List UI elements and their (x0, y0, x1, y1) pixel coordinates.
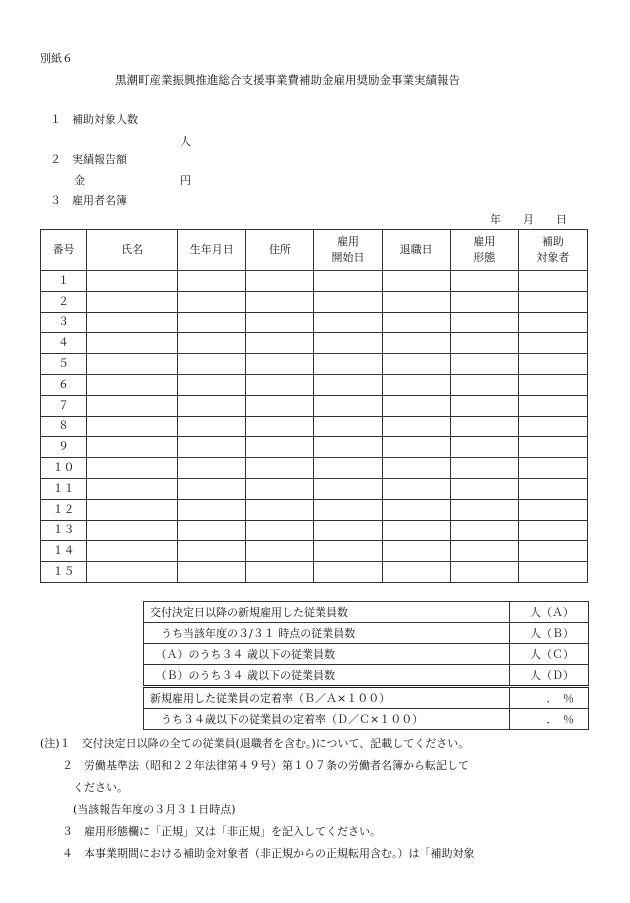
table-row (41, 520, 588, 541)
cell-subsidy-target[interactable] (518, 271, 587, 292)
table-row (41, 499, 588, 520)
header-address: 住所 (246, 230, 314, 271)
header-birthdate: 生年月日 (178, 230, 246, 271)
summary-label: （Ｂ）のうち３４ 歳以下の従業員数 (144, 665, 510, 687)
cell-hire-start[interactable] (314, 478, 382, 499)
cell-birthdate[interactable] (178, 333, 246, 354)
cell-hire-start[interactable] (314, 416, 382, 437)
summary-value: 人（Ｃ） (510, 644, 589, 665)
cell-employment-type[interactable] (450, 437, 518, 458)
cell-subsidy-target[interactable] (518, 520, 587, 541)
cell-retire-date[interactable] (382, 458, 450, 479)
cell-employment-type[interactable] (450, 395, 518, 416)
cell-number: １０ (41, 458, 87, 479)
table-row (41, 333, 588, 354)
cell-number: １４ (41, 541, 87, 562)
cell-retire-date[interactable] (382, 291, 450, 312)
cell-subsidy-target[interactable] (518, 291, 587, 312)
cell-retire-date[interactable] (382, 499, 450, 520)
cell-retire-date[interactable] (382, 374, 450, 395)
cell-birthdate[interactable] (178, 374, 246, 395)
section-2-unit: 円 (180, 174, 191, 187)
section-2-label: ２ 実績報告額 (50, 153, 127, 166)
table-row (41, 458, 588, 479)
table-row (41, 291, 588, 312)
summary-row (144, 644, 589, 665)
cell-number: １１ (41, 478, 87, 499)
cell-employment-type[interactable] (450, 499, 518, 520)
cell-address[interactable] (246, 271, 314, 292)
table-row (41, 354, 588, 375)
cell-subsidy-target[interactable] (518, 333, 587, 354)
section-2-prefix: 金 (74, 174, 85, 187)
cell-number: １５ (41, 562, 87, 583)
cell-subsidy-target[interactable] (518, 458, 587, 479)
cell-retire-date[interactable] (382, 395, 450, 416)
cell-employment-type[interactable] (450, 271, 518, 292)
cell-hire-start[interactable] (314, 395, 382, 416)
section-1-label: １ 補助対象人数 (50, 113, 138, 126)
cell-address[interactable] (246, 374, 314, 395)
cell-employment-type[interactable] (450, 520, 518, 541)
cell-birthdate[interactable] (178, 271, 246, 292)
cell-birthdate[interactable] (178, 562, 246, 583)
cell-retire-date[interactable] (382, 478, 450, 499)
summary-value: 人（Ｂ） (510, 623, 589, 644)
cell-birthdate[interactable] (178, 291, 246, 312)
cell-number: ９ (41, 437, 87, 458)
summary-row (144, 602, 589, 623)
cell-hire-start[interactable] (314, 312, 382, 333)
cell-address[interactable] (246, 499, 314, 520)
cell-name[interactable] (87, 374, 178, 395)
cell-employment-type[interactable] (450, 333, 518, 354)
cell-address[interactable] (246, 291, 314, 312)
notes-section (40, 733, 600, 865)
note-line: ３ 雇用形態欄に「正規」又は「非正規」を記入してください。 (40, 825, 381, 838)
cell-birthdate[interactable] (178, 416, 246, 437)
cell-subsidy-target[interactable] (518, 354, 587, 375)
summary-label: 新規雇用した従業員の定着率（Ｂ／Ａ×１００） (144, 687, 510, 709)
cell-birthdate[interactable] (178, 541, 246, 562)
note-line: ４ 本事業期間における補助金対象者（非正規からの正規転用含む。）は「補助対象 (40, 847, 475, 860)
cell-subsidy-target[interactable] (518, 395, 587, 416)
summary-row (144, 709, 589, 730)
cell-name[interactable] (87, 499, 178, 520)
cell-number: ８ (41, 416, 87, 437)
cell-name[interactable] (87, 437, 178, 458)
cell-number: ６ (41, 374, 87, 395)
cell-birthdate[interactable] (178, 312, 246, 333)
cell-employment-type[interactable] (450, 541, 518, 562)
cell-employment-type[interactable] (450, 562, 518, 583)
table-row (41, 437, 588, 458)
summary-row (144, 623, 589, 644)
cell-hire-start[interactable] (314, 541, 382, 562)
cell-employment-type[interactable] (450, 416, 518, 437)
note-line: (注)１ 交付決定日以降の全ての従業員(退職者を含む。)について、記載してください。 (40, 737, 470, 750)
cell-address[interactable] (246, 458, 314, 479)
summary-value: 人（Ａ） (510, 602, 589, 623)
cell-hire-start[interactable] (314, 437, 382, 458)
table-row (41, 271, 588, 292)
cell-number: １３ (41, 520, 87, 541)
cell-hire-start[interactable] (314, 271, 382, 292)
summary-value: ． ％ (510, 709, 589, 730)
summary-row (144, 687, 589, 709)
section-1-unit: 人 (180, 135, 191, 148)
note-line: ２ 労働基準法（昭和２２年法律第４９号）第１０７条の労働者名簿から転記して (40, 759, 469, 772)
cell-hire-start[interactable] (314, 499, 382, 520)
cell-address[interactable] (246, 520, 314, 541)
cell-hire-start[interactable] (314, 458, 382, 479)
summary-value: 人（Ｄ） (510, 665, 589, 687)
table-row (41, 312, 588, 333)
cell-address[interactable] (246, 354, 314, 375)
section-3-label: ３ 雇用者名簿 (50, 194, 127, 207)
summary-label: うち３４歳以下の従業員の定着率（Ｄ／Ｃ×１００） (144, 709, 510, 730)
cell-hire-start[interactable] (314, 520, 382, 541)
cell-birthdate[interactable] (178, 478, 246, 499)
table-header-row (41, 230, 588, 271)
table-row (41, 395, 588, 416)
header-hire-start: 雇用 開始日 (314, 230, 382, 271)
cell-number: １ (41, 271, 87, 292)
cell-retire-date[interactable] (382, 312, 450, 333)
summary-table (143, 601, 589, 730)
cell-birthdate[interactable] (178, 354, 246, 375)
cell-name[interactable] (87, 541, 178, 562)
cell-address[interactable] (246, 562, 314, 583)
cell-retire-date[interactable] (382, 562, 450, 583)
cell-number: ５ (41, 354, 87, 375)
cell-hire-start[interactable] (314, 374, 382, 395)
cell-employment-type[interactable] (450, 291, 518, 312)
cell-name[interactable] (87, 395, 178, 416)
cell-birthdate[interactable] (178, 395, 246, 416)
cell-retire-date[interactable] (382, 416, 450, 437)
cell-name[interactable] (87, 520, 178, 541)
cell-address[interactable] (246, 416, 314, 437)
summary-value: ． ％ (510, 687, 589, 709)
cell-employment-type[interactable] (450, 374, 518, 395)
cell-employment-type[interactable] (450, 478, 518, 499)
cell-name[interactable] (87, 416, 178, 437)
cell-subsidy-target[interactable] (518, 312, 587, 333)
document-title: 黒潮町産業振興推進総合支援事業費補助金雇用奨励金事業実績報告 (115, 73, 460, 87)
cell-employment-type[interactable] (450, 354, 518, 375)
cell-retire-date[interactable] (382, 271, 450, 292)
cell-subsidy-target[interactable] (518, 374, 587, 395)
cell-hire-start[interactable] (314, 354, 382, 375)
date-line: 年 月 日 (490, 213, 567, 226)
table-row (41, 374, 588, 395)
cell-birthdate[interactable] (178, 458, 246, 479)
cell-name[interactable] (87, 333, 178, 354)
cell-address[interactable] (246, 333, 314, 354)
cell-subsidy-target[interactable] (518, 437, 587, 458)
cell-number: ４ (41, 333, 87, 354)
cell-name[interactable] (87, 271, 178, 292)
cell-name[interactable] (87, 478, 178, 499)
cell-subsidy-target[interactable] (518, 478, 587, 499)
header-retire-date: 退職日 (382, 230, 450, 271)
cell-name[interactable] (87, 562, 178, 583)
cell-retire-date[interactable] (382, 437, 450, 458)
cell-hire-start[interactable] (314, 291, 382, 312)
cell-retire-date[interactable] (382, 333, 450, 354)
cell-name[interactable] (87, 312, 178, 333)
table-row (41, 541, 588, 562)
cell-retire-date[interactable] (382, 541, 450, 562)
cell-birthdate[interactable] (178, 520, 246, 541)
summary-label: （Ａ）のうち３４ 歳以下の従業員数 (144, 644, 510, 665)
cell-employment-type[interactable] (450, 458, 518, 479)
summary-label: 交付決定日以降の新規雇用した従業員数 (144, 602, 510, 623)
summary-label: うち当該年度の３/３１ 時点の従業員数 (144, 623, 510, 644)
cell-birthdate[interactable] (178, 499, 246, 520)
cell-name[interactable] (87, 291, 178, 312)
cell-name[interactable] (87, 354, 178, 375)
summary-row (144, 665, 589, 687)
header-name: 氏名 (87, 230, 178, 271)
cell-retire-date[interactable] (382, 354, 450, 375)
cell-number: ２ (41, 291, 87, 312)
cell-address[interactable] (246, 478, 314, 499)
table-row (41, 562, 588, 583)
cell-address[interactable] (246, 437, 314, 458)
form-number: 別紙６ (40, 52, 73, 65)
cell-subsidy-target[interactable] (518, 499, 587, 520)
employee-roster-table (40, 229, 588, 583)
table-row (41, 416, 588, 437)
cell-address[interactable] (246, 312, 314, 333)
header-subsidy-target: 補助 対象者 (518, 230, 587, 271)
cell-address[interactable] (246, 395, 314, 416)
note-line: ください。 (40, 781, 128, 794)
cell-subsidy-target[interactable] (518, 541, 587, 562)
cell-number: １２ (41, 499, 87, 520)
cell-retire-date[interactable] (382, 520, 450, 541)
cell-address[interactable] (246, 541, 314, 562)
table-row (41, 478, 588, 499)
header-number: 番号 (41, 230, 87, 271)
cell-hire-start[interactable] (314, 333, 382, 354)
cell-birthdate[interactable] (178, 437, 246, 458)
note-line: (当該報告年度の３月３１日時点) (40, 803, 236, 816)
cell-employment-type[interactable] (450, 312, 518, 333)
cell-number: ７ (41, 395, 87, 416)
cell-number: ３ (41, 312, 87, 333)
cell-hire-start[interactable] (314, 562, 382, 583)
header-employment-type: 雇用 形態 (450, 230, 518, 271)
cell-subsidy-target[interactable] (518, 562, 587, 583)
cell-name[interactable] (87, 458, 178, 479)
cell-subsidy-target[interactable] (518, 416, 587, 437)
